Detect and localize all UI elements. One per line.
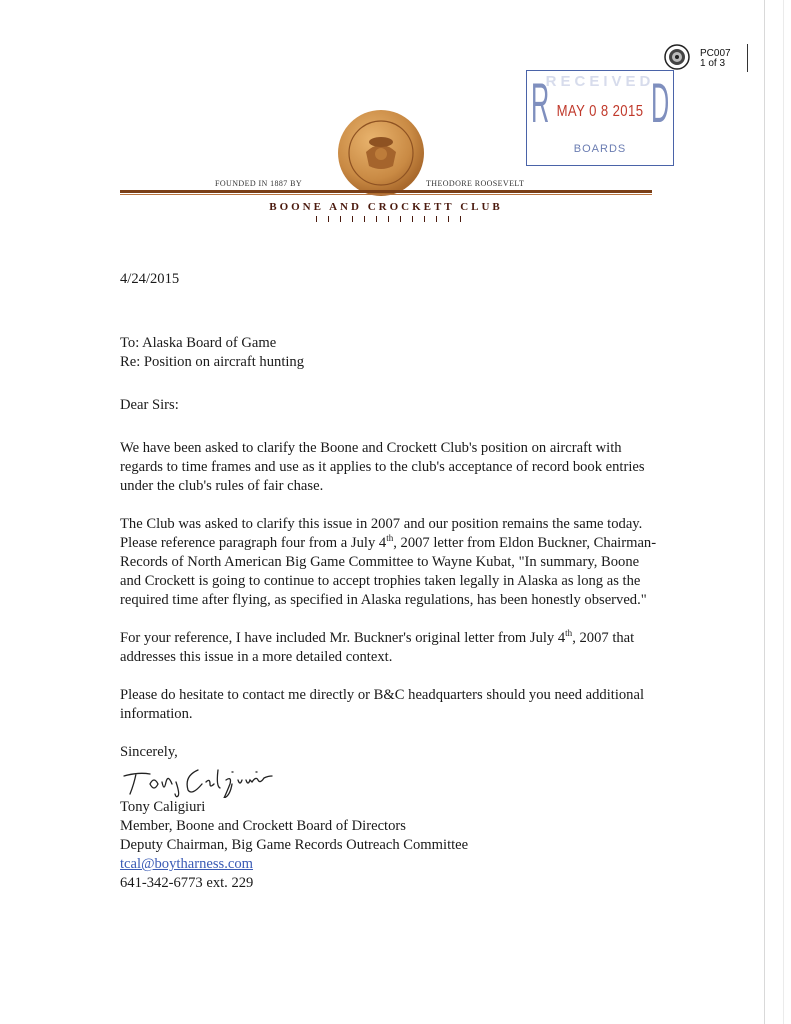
paragraph-1: We have been asked to clarify the Boone and Crockett Club's position on aircraft with regards to time frames and use as it applies to the club's acceptance of record book entries under the club's rules of fair chase. bbox=[120, 440, 645, 494]
signature bbox=[120, 762, 340, 798]
subject-line: Re: Position on aircraft hunting bbox=[120, 354, 305, 370]
club-name: BOONE AND CROCKETT CLUB bbox=[269, 201, 503, 213]
stamp-divider bbox=[747, 44, 748, 72]
signer-phone: 641-342-6773 ext. 229 bbox=[120, 875, 254, 891]
received-letter-r: R bbox=[531, 71, 550, 134]
salutation: Dear Sirs: bbox=[120, 397, 179, 413]
letterhead-rule bbox=[120, 194, 652, 195]
signer-email-line bbox=[120, 855, 660, 874]
paragraph-3-text: For your reference, I have included Mr. Buckner's original letter from July 4 bbox=[120, 630, 566, 646]
paragraph-2 bbox=[120, 515, 660, 610]
page-edge-line bbox=[783, 0, 784, 1024]
received-word: RECEIVED bbox=[545, 73, 655, 90]
founded-right: THEODORE ROOSEVELT bbox=[426, 179, 525, 188]
superscript: th bbox=[386, 533, 394, 544]
paragraph-4: Please do hesitate to contact me directly or B&C headquarters should you need additional information. bbox=[120, 687, 645, 722]
signer-title-2: Deputy Chairman, Big Game Records Outreach Committee bbox=[120, 837, 469, 853]
state-seal-icon bbox=[664, 44, 690, 70]
paragraph-3 bbox=[120, 629, 660, 667]
letterhead bbox=[120, 108, 652, 228]
signer-title-1: Member, Boone and Crockett Board of Directors bbox=[120, 818, 406, 834]
page-number-stamp bbox=[664, 42, 748, 72]
pc-page-count: 1 of 3 bbox=[700, 58, 726, 69]
signer-name: Tony Caligiuri bbox=[120, 799, 206, 815]
page-edge-line bbox=[764, 0, 765, 1024]
recipient-line: To: Alaska Board of Game bbox=[120, 335, 277, 351]
club-medallion-icon bbox=[336, 108, 426, 198]
paragraph-3-text: , 2007 that addresses this issue in a more detailed context. bbox=[120, 630, 635, 665]
superscript: th bbox=[565, 628, 573, 639]
received-date: MAY 0 8 2015 bbox=[556, 103, 644, 120]
received-dept: BOARDS bbox=[573, 143, 627, 155]
signer-email-link[interactable]: tcal@boytharness.com bbox=[120, 856, 253, 872]
paragraph-2-text: , 2007 letter from Eldon Buckner, Chairman- Records of North American Big Game Committee to Wayne Kubat, "In summary, Boone and Crockett is going to continue to accept trophies taken legally in Alaska as long as the required time after flying, as specified in Alaska regulations, has been honestly observed." bbox=[120, 535, 657, 608]
letter-body bbox=[120, 270, 660, 893]
address-block bbox=[120, 334, 660, 372]
paragraph-2-text: The Club was asked to clarify this issue in 2007 and our position remains the same today. Please reference paragraph four from a July 4 bbox=[120, 516, 643, 551]
closing: Sincerely, bbox=[120, 744, 178, 760]
founded-left: FOUNDED IN 1887 BY bbox=[215, 179, 302, 188]
received-letter-d: D bbox=[651, 71, 670, 134]
letterhead-ornament bbox=[316, 216, 466, 222]
letter-date: 4/24/2015 bbox=[120, 271, 180, 287]
letterhead-rule bbox=[120, 190, 652, 193]
pc-id: PC007 bbox=[700, 48, 731, 59]
